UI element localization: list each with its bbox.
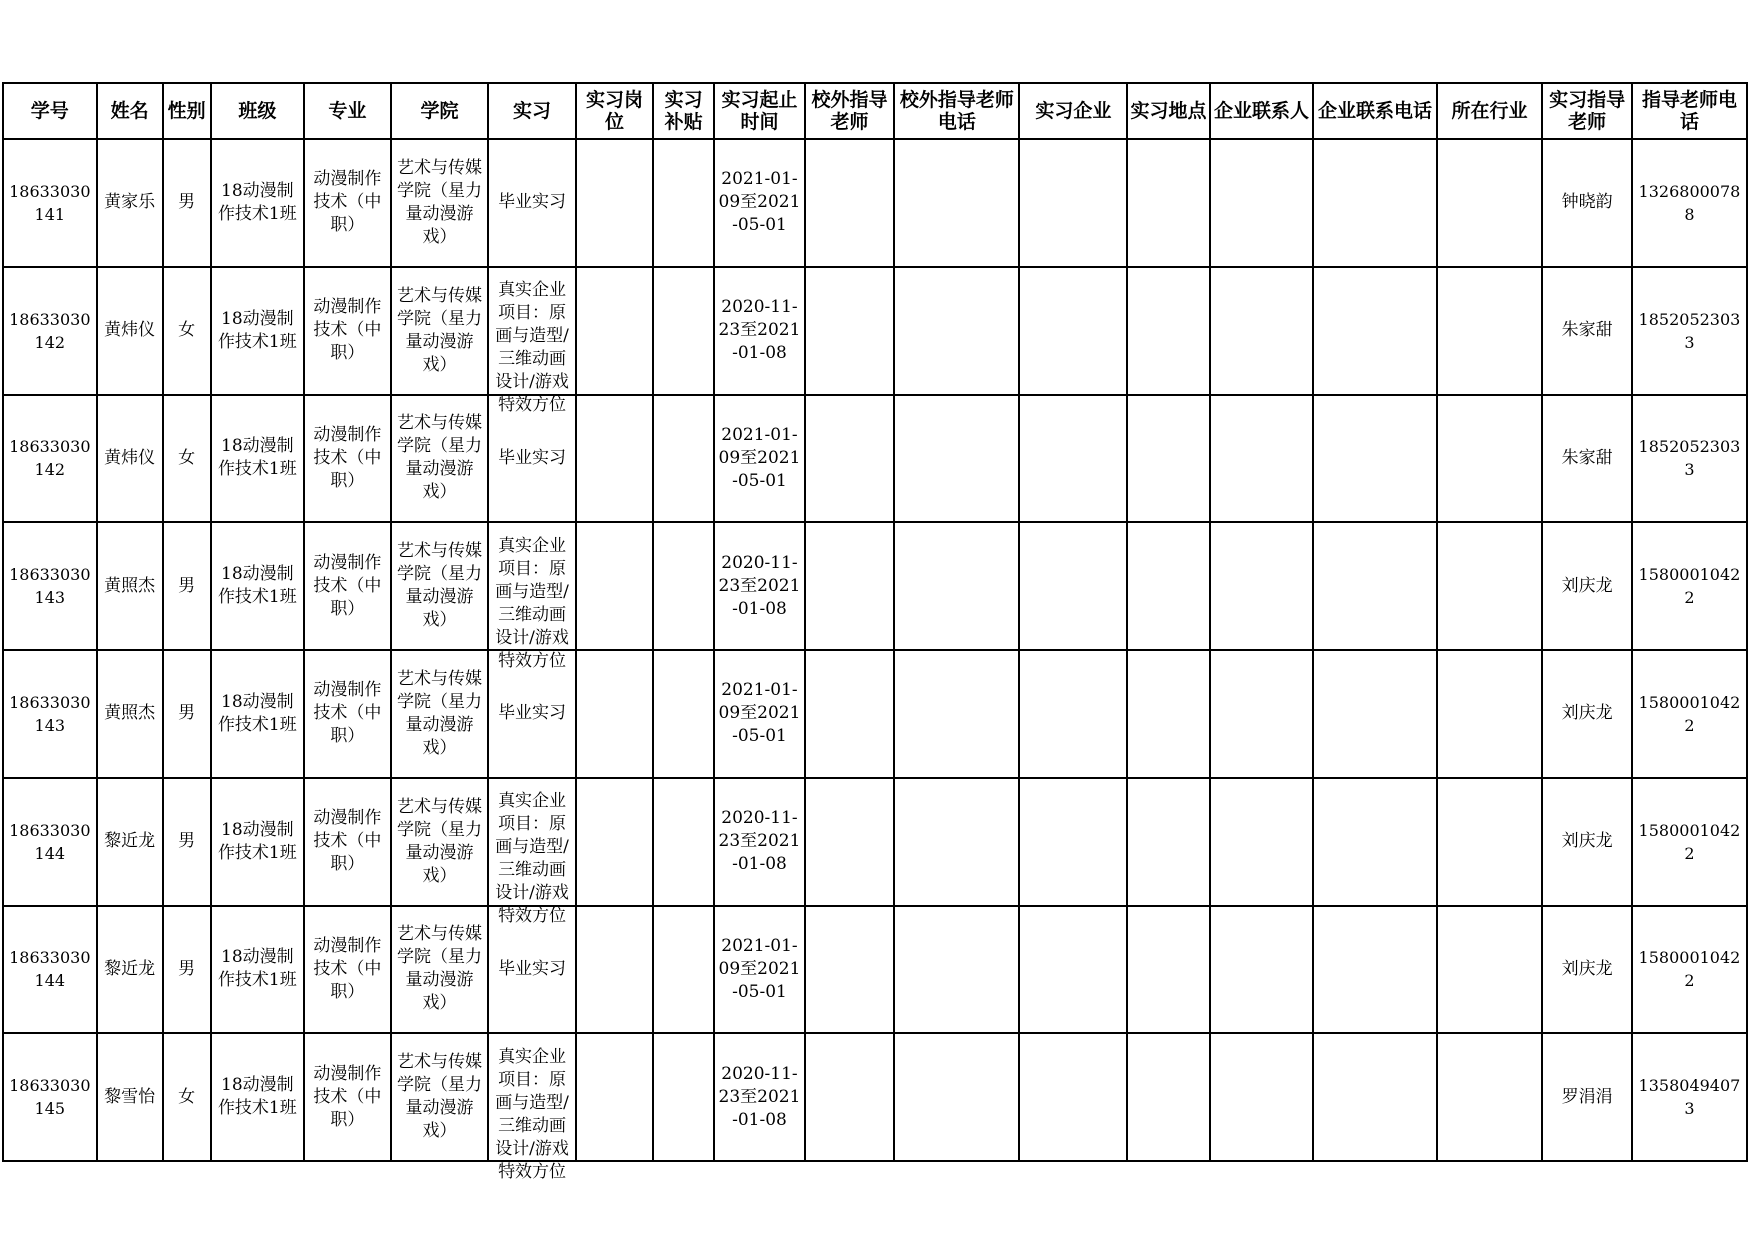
cell-text: 2021-01-09至2021-05-01 [718,424,801,491]
cell-external-tutor [805,1033,895,1161]
cell-location [1127,522,1209,650]
header-major: 专业 [304,83,390,139]
cell-major [304,906,390,1034]
cell-gender [163,1033,211,1161]
header-tutor-phone: 指导老师电话 [1632,83,1747,139]
cell-college [391,395,489,523]
cell-company-phone [1313,778,1436,906]
cell-text: 女 [178,320,196,341]
cell-period [714,395,805,523]
cell-subsidy [653,1033,714,1161]
cell-text: 真实企业项目：原画与造型/三维动画设计/游戏特效方位 [495,535,569,671]
header-industry: 所在行业 [1437,83,1543,139]
cell-major [304,139,390,267]
cell-text: 艺术与传媒学院（星力量动漫游戏） [396,541,482,631]
cell-text: 毕业实习 [498,447,567,468]
cell-subsidy [653,139,714,267]
cell-text: 18633030142 [9,437,91,480]
cell-text: 动漫制作技术（中职） [313,935,382,1002]
cell-internship-tutor [1542,395,1632,523]
cell-company-phone [1313,650,1436,778]
cell-internship [488,778,576,927]
cell-text: 真实企业项目：原画与造型/三维动画设计/游戏特效方位 [495,791,569,927]
cell-gender [163,139,211,267]
cell-text: 毕业实习 [498,192,567,213]
cell-name [97,906,163,1034]
cell-text: 真实企业项目：原画与造型/三维动画设计/游戏特效方位 [495,280,569,416]
cell-internship-tutor [1542,139,1632,267]
cell-name [97,1033,163,1161]
cell-text: 艺术与传媒学院（星力量动漫游戏） [396,1052,482,1142]
cell-name [97,522,163,650]
cell-name [97,778,163,906]
cell-tutor-phone [1632,139,1747,267]
header-external-tutor: 校外指导老师 [805,83,895,139]
cell-text: 动漫制作技术（中职） [313,297,382,364]
cell-position [576,650,653,778]
cell-major [304,650,390,778]
cell-text: 18动漫制作技术1班 [217,564,297,608]
cell-external-tutor [805,139,895,267]
cell-text: 男 [178,831,196,852]
cell-text: 动漫制作技术（中职） [313,424,382,491]
cell-class [211,522,305,650]
cell-location [1127,906,1209,1034]
cell-text: 18633030143 [9,565,91,608]
table-row [3,267,1747,395]
cell-external-tutor-phone [894,522,1019,650]
cell-company-phone [1313,522,1436,650]
cell-class [211,139,305,267]
cell-position [576,139,653,267]
cell-internship-tutor [1542,778,1632,906]
cell-company-phone [1313,395,1436,523]
table-row [3,395,1747,523]
cell-text: 15800010422 [1638,820,1741,863]
cell-text: 黄照杰 [104,575,156,596]
cell-gender [163,778,211,906]
header-internship: 实习 [488,83,576,139]
cell-external-tutor-phone [894,139,1019,267]
cell-major [304,267,390,395]
cell-text: 钟晓韵 [1561,192,1613,213]
cell-external-tutor [805,906,895,1034]
cell-class [211,650,305,778]
cell-text: 动漫制作技术（中职） [313,680,382,747]
cell-location [1127,267,1209,395]
cell-text: 刘庆龙 [1561,831,1613,852]
cell-subsidy [653,395,714,523]
cell-period [714,267,805,395]
cell-text: 男 [178,958,196,979]
cell-college [391,139,489,267]
cell-text: 毕业实习 [498,958,567,979]
cell-text: 动漫制作技术（中职） [313,808,382,875]
cell-company [1019,650,1127,778]
cell-text: 18633030143 [9,692,91,735]
cell-text: 2021-01-09至2021-05-01 [718,169,801,236]
cell-text: 艺术与传媒学院（星力量动漫游戏） [396,157,482,247]
cell-period [714,906,805,1034]
cell-text: 18动漫制作技术1班 [217,308,297,352]
cell-text: 黎近龙 [104,831,156,852]
cell-text: 15800010422 [1638,692,1741,735]
cell-tutor-phone [1632,267,1747,395]
cell-college [391,522,489,650]
cell-external-tutor [805,650,895,778]
header-location: 实习地点 [1127,83,1209,139]
cell-text: 男 [178,192,196,213]
table-row [3,778,1747,906]
cell-name [97,650,163,778]
cell-location [1127,395,1209,523]
cell-tutor-phone [1632,1033,1747,1161]
cell-external-tutor [805,522,895,650]
cell-text: 18633030142 [9,309,91,352]
cell-position [576,522,653,650]
cell-text: 15800010422 [1638,565,1741,608]
cell-external-tutor-phone [894,906,1019,1034]
cell-internship [488,1033,576,1182]
cell-subsidy [653,522,714,650]
cell-gender [163,267,211,395]
cell-position [576,395,653,523]
header-subsidy: 实习补贴 [653,83,714,139]
header-college: 学院 [391,83,489,139]
cell-internship-tutor [1542,522,1632,650]
cell-text: 2021-01-09至2021-05-01 [718,935,801,1002]
header-company-contact: 企业联系人 [1210,83,1314,139]
cell-text: 刘庆龙 [1561,575,1613,596]
cell-company-phone [1313,267,1436,395]
cell-text: 18动漫制作技术1班 [217,819,297,863]
cell-internship-tutor [1542,1033,1632,1161]
cell-text: 艺术与传媒学院（星力量动漫游戏） [396,796,482,886]
cell-text: 男 [178,703,196,724]
cell-text: 黄炜仪 [104,320,156,341]
cell-college [391,906,489,1034]
cell-location [1127,139,1209,267]
header-position: 实习岗位 [576,83,653,139]
cell-class [211,395,305,523]
cell-industry [1437,267,1543,395]
cell-tutor-phone [1632,906,1747,1034]
cell-company [1019,395,1127,523]
cell-tutor-phone [1632,395,1747,523]
table-body [3,139,1747,1182]
cell-external-tutor-phone [894,778,1019,906]
table-row [3,139,1747,267]
cell-name [97,395,163,523]
cell-location [1127,1033,1209,1161]
cell-subsidy [653,650,714,778]
header-row [3,83,1747,139]
cell-student-id [3,267,97,395]
cell-external-tutor-phone [894,267,1019,395]
cell-subsidy [653,778,714,906]
cell-major [304,395,390,523]
cell-text: 刘庆龙 [1561,703,1613,724]
cell-text: 2020-11-23至2021-01-08 [718,552,801,619]
cell-student-id [3,139,97,267]
cell-text: 真实企业项目：原画与造型/三维动画设计/游戏特效方位 [495,1046,569,1182]
cell-college [391,267,489,395]
cell-name [97,267,163,395]
cell-text: 艺术与传媒学院（星力量动漫游戏） [396,668,482,758]
cell-text: 2021-01-09至2021-05-01 [718,680,801,747]
cell-student-id [3,778,97,906]
cell-college [391,650,489,778]
cell-text: 黄家乐 [104,192,156,213]
table-row [3,1033,1747,1161]
cell-text: 罗涓涓 [1561,1086,1613,1107]
cell-internship [488,267,576,416]
cell-industry [1437,522,1543,650]
cell-student-id [3,1033,97,1161]
header-class: 班级 [211,83,305,139]
cell-industry [1437,778,1543,906]
cell-industry [1437,139,1543,267]
cell-text: 黄照杰 [104,703,156,724]
cell-major [304,778,390,906]
cell-text: 18动漫制作技术1班 [217,691,297,735]
cell-text: 18633030144 [9,820,91,863]
cell-company-contact [1210,395,1314,523]
cell-external-tutor-phone [894,1033,1019,1161]
cell-text: 动漫制作技术（中职） [313,1063,382,1130]
cell-student-id [3,522,97,650]
cell-tutor-phone [1632,522,1747,650]
cell-class [211,1033,305,1161]
cell-class [211,778,305,906]
table-row [3,650,1747,778]
table-row [3,906,1747,1034]
cell-text: 18520523033 [1638,309,1741,352]
cell-class [211,267,305,395]
header-gender: 性别 [163,83,211,139]
cell-company-contact [1210,267,1314,395]
cell-text: 女 [178,447,196,468]
cell-text: 黎雪怡 [104,1086,156,1107]
cell-external-tutor [805,267,895,395]
cell-external-tutor [805,395,895,523]
header-external-tutor-phone: 校外指导老师电话 [894,83,1019,139]
cell-company [1019,778,1127,906]
cell-company-phone [1313,139,1436,267]
cell-company [1019,522,1127,650]
cell-internship-tutor [1542,906,1632,1034]
cell-company-phone [1313,906,1436,1034]
cell-text: 18520523033 [1638,437,1741,480]
cell-text: 18动漫制作技术1班 [217,947,297,991]
cell-text: 男 [178,575,196,596]
cell-period [714,522,805,650]
cell-external-tutor-phone [894,650,1019,778]
cell-company-phone [1313,1033,1436,1161]
cell-name [97,139,163,267]
cell-external-tutor-phone [894,395,1019,523]
cell-text: 18动漫制作技术1班 [217,1075,297,1119]
cell-text: 黄炜仪 [104,447,156,468]
cell-industry [1437,1033,1543,1161]
cell-position [576,267,653,395]
cell-college [391,1033,489,1161]
cell-company-contact [1210,139,1314,267]
cell-subsidy [653,267,714,395]
cell-text: 刘庆龙 [1561,958,1613,979]
header-period: 实习起止时间 [714,83,805,139]
cell-text: 2020-11-23至2021-01-08 [718,1063,801,1130]
cell-major [304,1033,390,1161]
cell-text: 18动漫制作技术1班 [217,180,297,224]
table-row [3,522,1747,650]
cell-internship [488,139,576,267]
cell-company-contact [1210,650,1314,778]
cell-location [1127,778,1209,906]
internship-table [2,82,1748,1182]
cell-gender [163,650,211,778]
cell-company [1019,1033,1127,1161]
cell-text: 2020-11-23至2021-01-08 [718,297,801,364]
cell-company-contact [1210,522,1314,650]
cell-text: 18633030144 [9,948,91,991]
cell-period [714,1033,805,1161]
cell-text: 毕业实习 [498,703,567,724]
header-company: 实习企业 [1019,83,1127,139]
header-student-id: 学号 [3,83,97,139]
cell-text: 2020-11-23至2021-01-08 [718,808,801,875]
cell-company [1019,267,1127,395]
cell-external-tutor [805,778,895,906]
cell-gender [163,522,211,650]
cell-period [714,139,805,267]
cell-text: 朱家甜 [1561,320,1613,341]
cell-tutor-phone [1632,650,1747,778]
cell-text: 朱家甜 [1561,447,1613,468]
cell-student-id [3,650,97,778]
cell-text: 艺术与传媒学院（星力量动漫游戏） [396,285,482,375]
cell-industry [1437,906,1543,1034]
cell-internship-tutor [1542,267,1632,395]
cell-period [714,650,805,778]
cell-student-id [3,906,97,1034]
cell-period [714,778,805,906]
cell-college [391,778,489,906]
cell-text: 13580494073 [1638,1076,1741,1119]
cell-major [304,522,390,650]
cell-subsidy [653,906,714,1034]
cell-text: 动漫制作技术（中职） [313,169,382,236]
cell-company [1019,139,1127,267]
cell-text: 18633030141 [9,181,91,224]
cell-text: 13268000788 [1638,181,1741,224]
cell-text: 动漫制作技术（中职） [313,552,382,619]
cell-text: 女 [178,1086,196,1107]
cell-tutor-phone [1632,778,1747,906]
cell-industry [1437,650,1543,778]
cell-location [1127,650,1209,778]
header-company-phone: 企业联系电话 [1313,83,1436,139]
cell-text: 18动漫制作技术1班 [217,436,297,480]
cell-internship-tutor [1542,650,1632,778]
cell-position [576,778,653,906]
cell-company [1019,906,1127,1034]
cell-company-contact [1210,778,1314,906]
cell-company-contact [1210,906,1314,1034]
cell-internship [488,522,576,671]
cell-class [211,906,305,1034]
cell-position [576,1033,653,1161]
cell-industry [1437,395,1543,523]
cell-gender [163,395,211,523]
header-internship-tutor: 实习指导老师 [1542,83,1632,139]
cell-text: 15800010422 [1638,948,1741,991]
cell-student-id [3,395,97,523]
cell-text: 艺术与传媒学院（星力量动漫游戏） [396,924,482,1014]
cell-position [576,906,653,1034]
header-name: 姓名 [97,83,163,139]
cell-text: 艺术与传媒学院（星力量动漫游戏） [396,413,482,503]
cell-text: 18633030145 [9,1076,91,1119]
cell-company-contact [1210,1033,1314,1161]
cell-gender [163,906,211,1034]
cell-text: 黎近龙 [104,958,156,979]
